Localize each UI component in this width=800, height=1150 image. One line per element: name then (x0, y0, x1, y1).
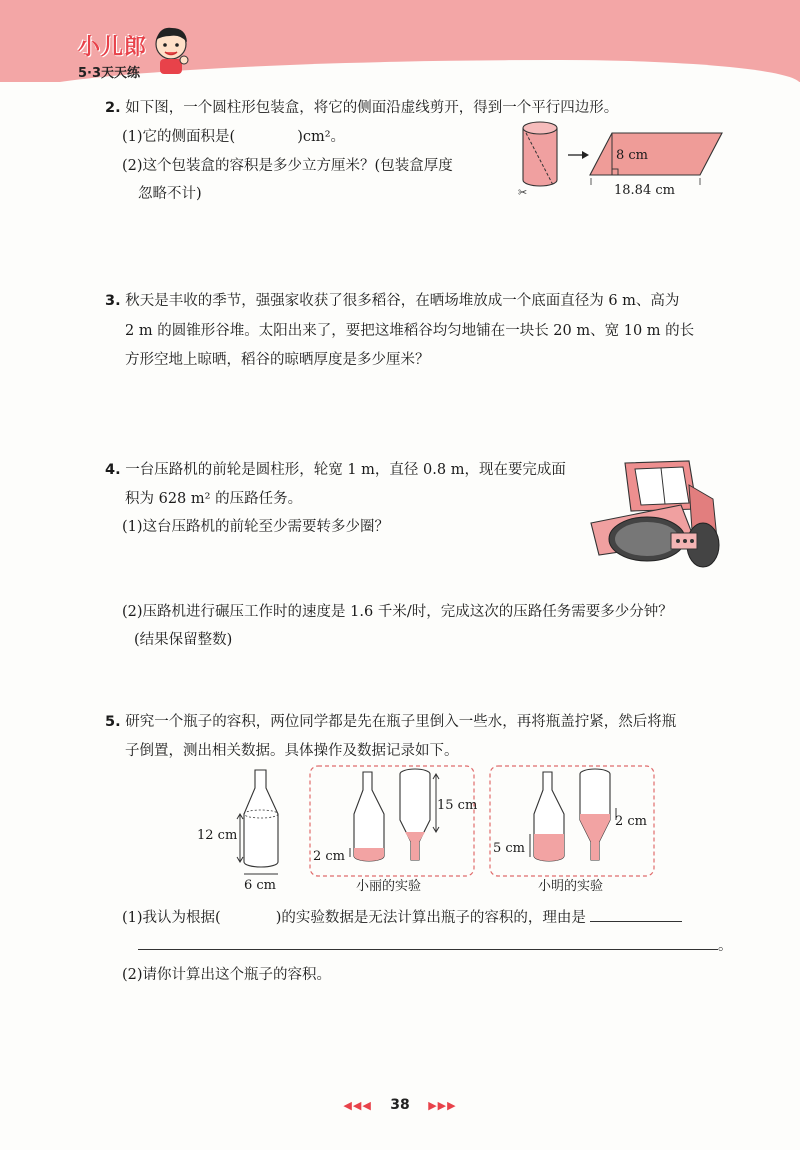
q2-part1-a: (1)它的侧面积是( (122, 129, 236, 145)
q5-line1 (105, 712, 676, 732)
bottle-xiaoming-inverted (580, 769, 616, 860)
q3-line2: 2 m 的圆锥形谷堆。太阳出来了，要把这堆稻谷均匀地铺在一块长 20 m、宽 10 m 的长 (125, 323, 695, 339)
page-number: 38 (390, 1097, 410, 1113)
q2-part1-b: )cm²。 (297, 129, 346, 145)
bottle-original (237, 770, 278, 874)
q5-reason-line-1[interactable] (590, 907, 682, 922)
q5-label-2cm-xiaoli: 2 cm (313, 849, 346, 864)
q3-line1 (105, 291, 679, 311)
q2-part2-b: 忽略不计) (138, 186, 202, 202)
q5-part2: (2)请你计算出这个瓶子的容积。 (122, 967, 332, 983)
q5-label-15cm: 15 cm (437, 798, 478, 813)
q5-label-2cm-xiaoming: 2 cm (615, 814, 648, 829)
q4-line1-text: 一台压路机的前轮是圆柱形，轮宽 1 m，直径 0.8 m，现在要完成面 (125, 462, 566, 478)
brand-logo (78, 30, 147, 81)
q5-part1 (122, 907, 682, 928)
road-roller-icon (585, 455, 730, 573)
q2-part1 (122, 127, 345, 147)
bottle-xiaoli-upright (350, 772, 384, 861)
q5-reason-line-2[interactable] (138, 935, 718, 950)
logo-title: 小儿郎 (78, 35, 148, 60)
q5-caption-xiaoming: 小明的实验 (538, 879, 604, 894)
svg-text:✂: ✂ (518, 186, 528, 199)
q5-period: 。 (718, 938, 733, 954)
q4-part1: (1)这台压路机的前轮至少需要转多少圈？ (122, 519, 390, 535)
q5-label-6cm: 6 cm (244, 878, 277, 893)
logo-subtitle: 5·3天天练 (78, 66, 141, 81)
q4-number: 4. (105, 462, 121, 478)
q5-part1-a: (1)我认为根据( (122, 910, 221, 926)
q2-number: 2. (105, 100, 121, 116)
q5-label-5cm: 5 cm (493, 841, 526, 856)
q5-part1-b: )的实验数据是无法计算出瓶子的容积的，理由是 (275, 910, 586, 926)
q5-label-12cm: 12 cm (197, 828, 238, 843)
q4-line2: 积为 628 m² 的压路任务。 (125, 491, 303, 507)
q5-line1-text: 研究一个瓶子的容积，两位同学都是先在瓶子里倒入一些水，再将瓶盖拧紧，然后将瓶 (125, 714, 677, 730)
q5-caption-xiaoli: 小丽的实验 (356, 879, 422, 894)
q5-reason-row (138, 935, 733, 956)
q3-number: 3. (105, 293, 121, 309)
q3-line1-text: 秋天是丰收的季节，强强家收获了很多稻谷，在晒场堆放成一个底面直径为 6 m、高为 (125, 293, 680, 309)
q3-line3: 方形空地上晾晒，稻谷的晾晒厚度是多少厘米？ (125, 352, 430, 368)
q2-stem (105, 98, 618, 118)
q2-base-label: 18.84 cm (614, 183, 675, 198)
q4-line1 (105, 460, 566, 480)
bottle-xiaoming-upright (530, 772, 564, 861)
q5-number: 5. (105, 714, 121, 730)
q4-part2-a: (2)压路机进行碾压工作时的速度是 1.6 千米/时，完成这次的压路任务需要多少分钟？ (122, 604, 673, 620)
page-footer (0, 1097, 800, 1113)
q2-height-label: 8 cm (616, 148, 649, 163)
next-arrows-icon: ▶▶▶ (428, 1099, 457, 1112)
q2-stem-text: 如下图，一个圆柱形包装盒，将它的侧面沿虚线剪开，得到一个平行四边形。 (125, 100, 619, 116)
mascot-icon (150, 24, 192, 76)
q2-part2-a: (2)这个包装盒的容积是多少立方厘米？(包装盒厚度 (122, 158, 453, 174)
prev-arrows-icon: ◀◀◀ (343, 1099, 372, 1112)
bottle-xiaoli-inverted (400, 769, 439, 860)
q5-figure (200, 762, 670, 892)
q4-part2-b: (结果保留整数) (134, 632, 233, 648)
q5-line2: 子倒置，测出相关数据。具体操作及数据记录如下。 (125, 743, 459, 759)
